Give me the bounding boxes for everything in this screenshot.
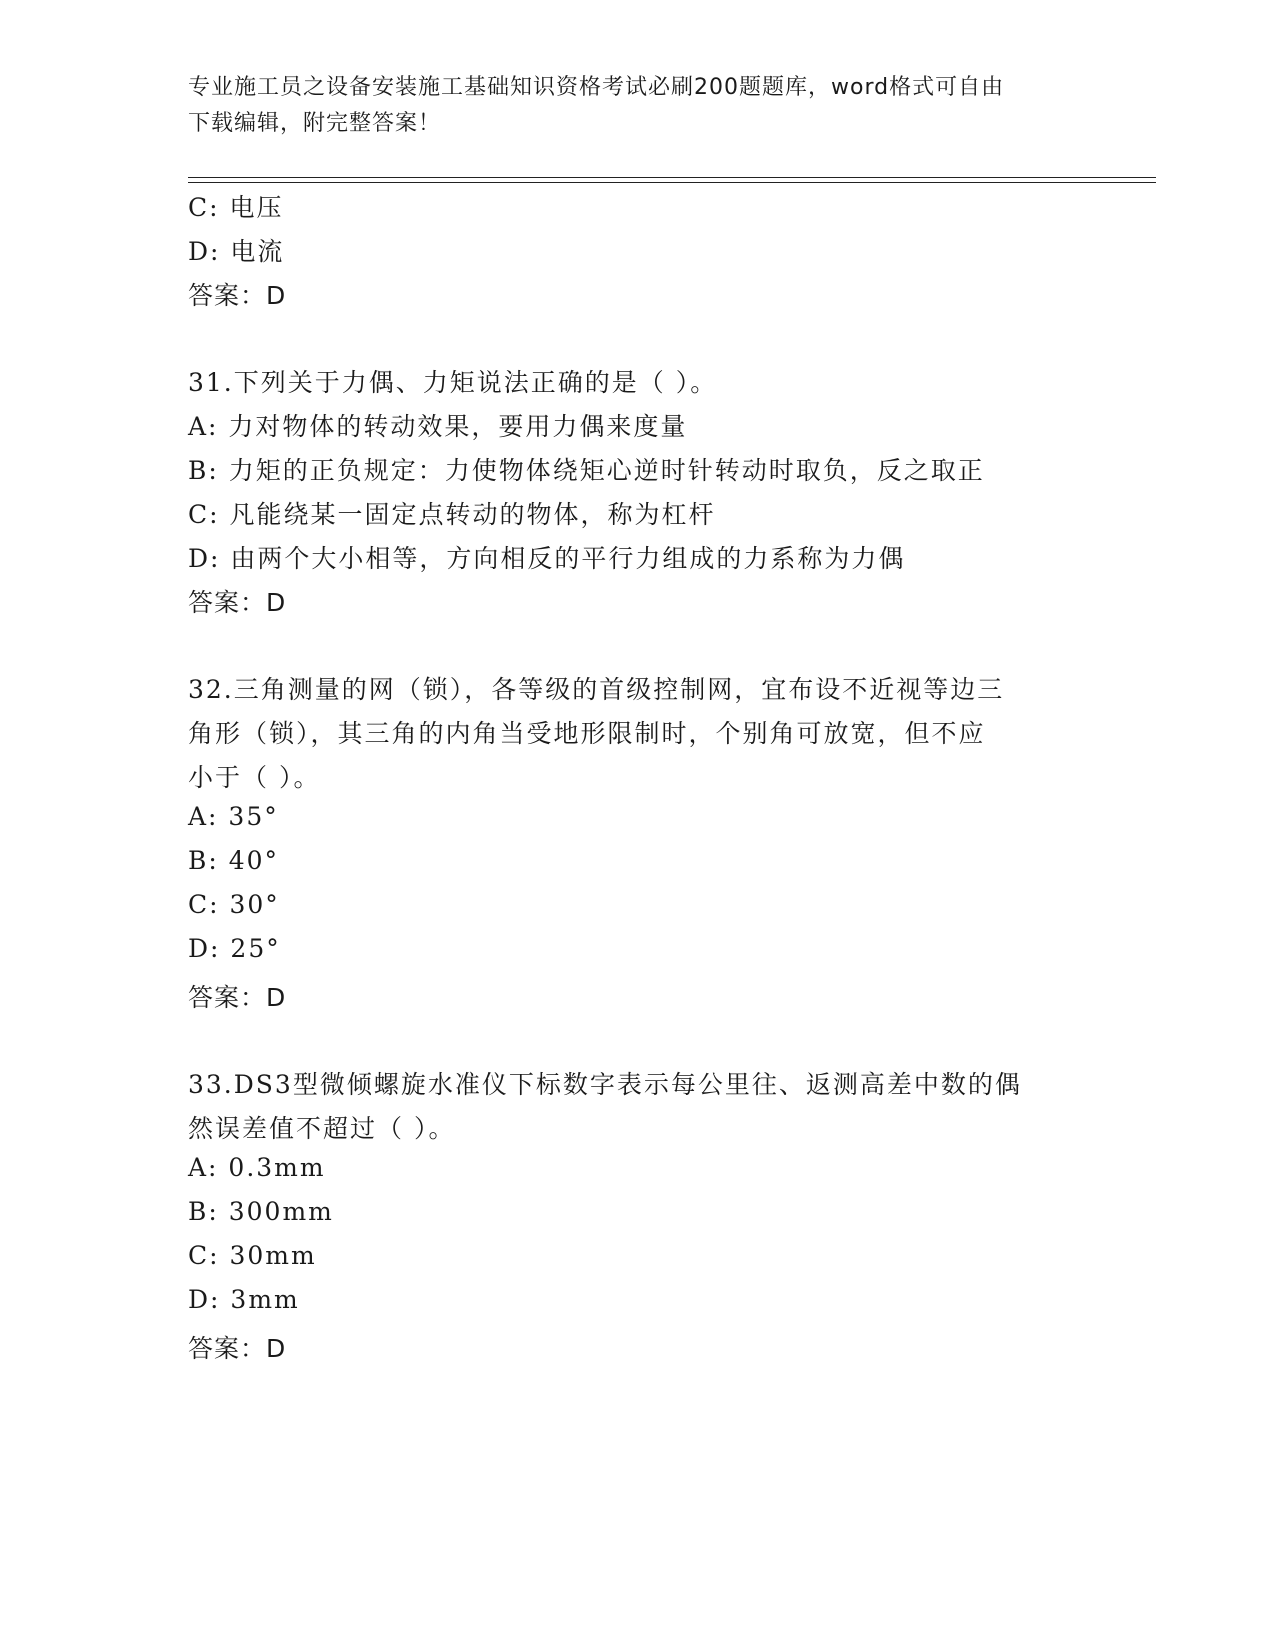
- question-32-answer: 答案：D: [188, 983, 287, 1012]
- prev-question-option-c: C: 电压: [188, 193, 284, 222]
- prev-question-option-d: D: 电流: [188, 237, 285, 266]
- question-31-option-c: C: 凡能绕某一固定点转动的物体，称为杠杆: [188, 500, 716, 529]
- header-title-line-2: 下载编辑，附完整答案！: [188, 111, 442, 136]
- prev-question-answer: 答案：D: [188, 281, 287, 310]
- document-header: [188, 70, 1068, 142]
- question-31-option-b: B: 力矩的正负规定：力使物体绕矩心逆时针转动时取负，反之取正: [188, 456, 985, 485]
- question-32-option-a: A: 35°: [188, 802, 279, 831]
- question-32-stem-line-3: 小于（ ）。: [188, 763, 321, 792]
- question-31-stem-line-1: 31.下列关于力偶、力矩说法正确的是（ ）。: [188, 368, 718, 397]
- question-31-option-d: D: 由两个大小相等，方向相反的平行力组成的力系称为力偶: [188, 544, 906, 573]
- question-32-option-c: C: 30°: [188, 890, 280, 919]
- question-33-option-c: C: 30mm: [188, 1241, 317, 1270]
- question-32-option-b: B: 40°: [188, 846, 280, 875]
- question-33-answer: 答案：D: [188, 1334, 287, 1363]
- question-31-option-a: A: 力对物体的转动效果，要用力偶来度量: [188, 412, 688, 441]
- header-title-line-1: 专业施工员之设备安装施工基础知识资格考试必刷200题题库，word格式可自由: [188, 75, 1005, 100]
- question-33-option-b: B: 300mm: [188, 1197, 334, 1226]
- question-33-option-d: D: 3mm: [188, 1285, 300, 1314]
- header-divider-bottom: [188, 182, 1156, 183]
- question-32-stem-line-1: 32.三角测量的网（锁），各等级的首级控制网，宜布设不近视等边三: [188, 675, 1005, 704]
- question-33-stem-line-2: 然误差值不超过（ ）。: [188, 1114, 456, 1143]
- question-32-option-d: D: 25°: [188, 934, 281, 963]
- question-31-answer: 答案：D: [188, 588, 287, 617]
- question-33-option-a: A: 0.3mm: [188, 1153, 326, 1182]
- question-33-stem-line-1: 33.DS3型微倾螺旋水准仪下标数字表示每公里往、返测高差中数的偶: [188, 1070, 1022, 1099]
- question-32-stem-line-2: 角形（锁），其三角的内角当受地形限制时，个别角可放宽，但不应: [188, 719, 986, 748]
- header-divider-top: [188, 177, 1156, 178]
